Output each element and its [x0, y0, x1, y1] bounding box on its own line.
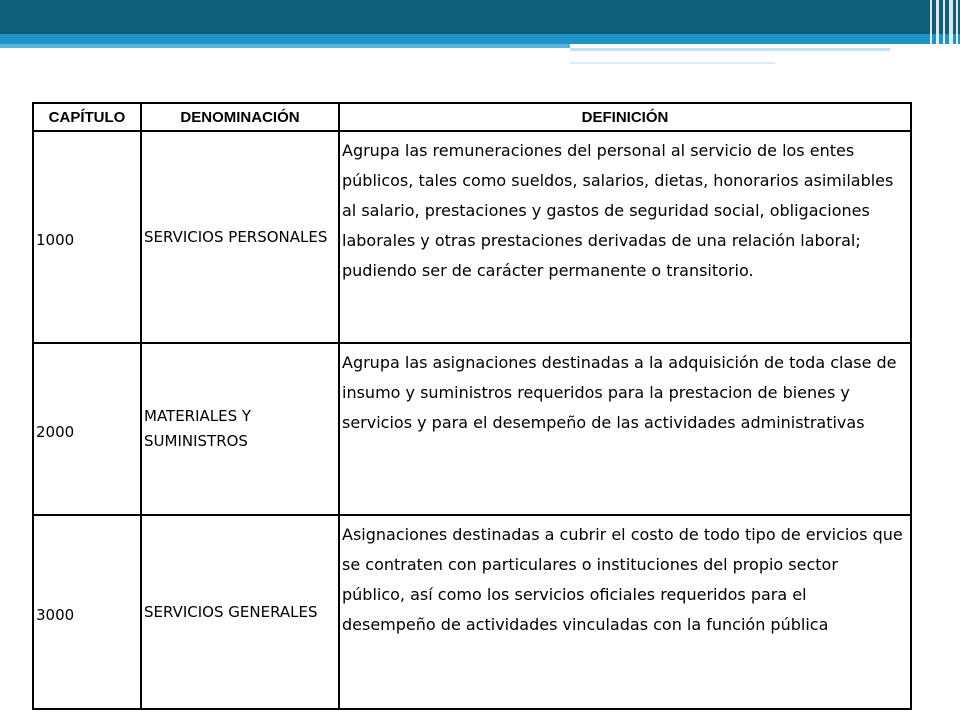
cell-denominacion: SERVICIOS GENERALES [141, 515, 339, 709]
slide-decor-line-short [570, 62, 775, 64]
budget-chapters-table [32, 102, 912, 710]
slide-accent-band [0, 34, 960, 44]
slide-header-band [0, 0, 960, 34]
slide-corner-stripes [926, 0, 960, 50]
cell-denominacion: MATERIALES Y SUMINISTROS [141, 343, 339, 515]
slide-thin-band [0, 44, 570, 48]
table-row [33, 515, 911, 709]
header-capitulo: CAPÍTULO [33, 103, 141, 131]
cell-capitulo: 3000 [33, 515, 141, 709]
header-definicion: DEFINICIÓN [339, 103, 911, 131]
slide-decor-line [570, 48, 890, 51]
cell-definicion: Asignaciones destinadas a cubrir el costo de todo tipo de ervicios que se contraten con particulares o instituciones del propio sector público, así como los servicios oficiales requeridos para el desempeño de actividades vinculadas con la función pública [339, 515, 911, 709]
cell-denominacion: SERVICIOS PERSONALES [141, 131, 339, 343]
header-denominacion: DENOMINACIÓN [141, 103, 339, 131]
cell-capitulo: 2000 [33, 343, 141, 515]
cell-definicion: Agrupa las asignaciones destinadas a la adquisición de toda clase de insumo y suministros requeridos para la prestacion de bienes y servicios y para el desempeño de las actividades administrativas [339, 343, 911, 515]
cell-capitulo: 1000 [33, 131, 141, 343]
table-header-row [33, 103, 911, 131]
table-row [33, 131, 911, 343]
cell-definicion: Agrupa las remuneraciones del personal al servicio de los entes públicos, tales como sueldos, salarios, dietas, honorarios asimilables al salario, prestaciones y gastos de seguridad social, obligaciones laborales y otras prestaciones derivadas de una relación laboral; pudiendo ser de carácter permanente o transitorio. [339, 131, 911, 343]
table-row [33, 343, 911, 515]
